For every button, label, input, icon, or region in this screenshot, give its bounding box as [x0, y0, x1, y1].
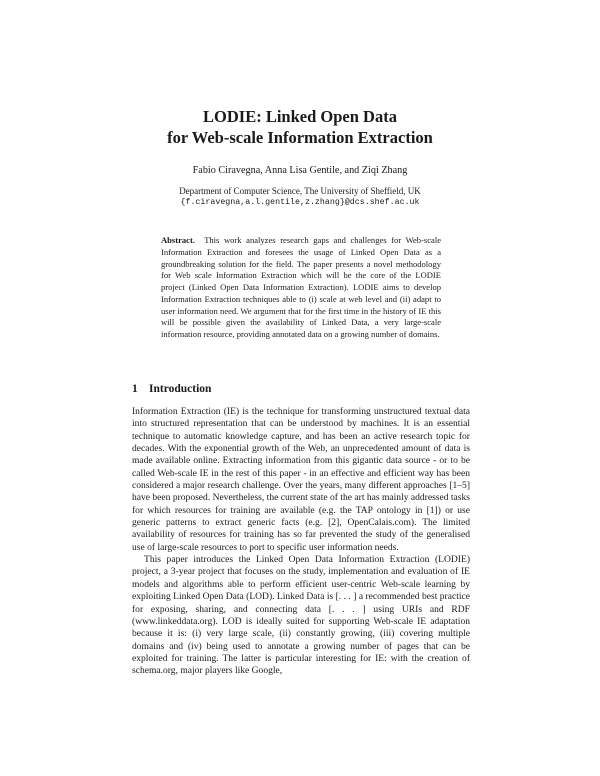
author-emails: {f.ciravegna,a.l.gentile,z.zhang}@dcs.shef.ac.uk [180, 198, 420, 207]
abstract [161, 235, 441, 341]
title-line-2: for Web-scale Information Extraction [167, 128, 433, 147]
department: Department of Computer Science, The University of Sheffield, UK [179, 186, 421, 196]
abstract-label: Abstract. [161, 235, 195, 245]
title-line-1: LODIE: Linked Open Data [203, 107, 397, 126]
authors: Fabio Ciravegna, Anna Lisa Gentile, and Ziqi Zhang [192, 165, 408, 176]
paragraph-2: This paper introduces the Linked Open Data Information Extraction (LODIE) project, a 3-year project that focuses on the study, implementation and evaluation of IE models and algorithms able to perform efficient user-centric Web-scale learning by exploiting Linked Open Data (LOD). Linked Data is [. . . ] a recommended best practice for exposing, sharing, and connecting data [. . . ] using URIs and RDF (www.linkeddata.org). LOD is ideally suited for supporting Web-scale IE adaptation because it is: (i) very large scale, (ii) constantly growing, (iii) covering multiple domains and (iv) being used to annotate a growing number of pages that can be exploited for training. The latter is particular interesting for IE: with the creation of schema.org, major players like Google, [132, 554, 470, 677]
abstract-text: This work analyzes research gaps and challenges for Web-scale Information Extraction and foresees the usage of Linked Open Data as a groundbreaking solution for the field. The paper presents a novel methodology for Web scale Information Extraction which will be the core of the LODIE project (Linked Open Data Information Extraction). LODIE aims to develop Information Extraction techniques able to (i) scale at web level and (ii) adapt to user information need. We argument that for the first time in the history of IE this will be possible given the availability of Linked Data, a very large-scale information resource, providing annotated data on a growing number of domains. [161, 235, 441, 339]
section-title: Introduction [149, 383, 212, 395]
paragraph-1: Information Extraction (IE) is the technique for transforming unstructured textual data into structured representation that can be understood by machines. It is an essential technique to automatic knowledge capture, and has been an active research topic for decades. With the exponential growth of the Web, an unprecedented amount of data is made available online. Extracting information from this gigantic data source - or to be called Web-scale IE in the rest of this paper - in an effective and efficient way has been considered a major research challenge. Over the years, many different approaches [1–5] have been proposed. Nevertheless, the current state of the art has mainly addressed tasks for which resources for training are available (e.g. the TAP ontology in [1]) or use generic patterns to extract generic facts (e.g. [2], OpenCalais.com). The limited availability of resources for training has so far prevented the study of the generalised use of large-scale resources to port to specific user information needs. [132, 406, 471, 553]
affiliation [0, 185, 600, 209]
section-number: 1 [132, 383, 138, 395]
paper-title [0, 106, 600, 148]
section-body [132, 406, 470, 678]
section-heading [132, 382, 211, 396]
